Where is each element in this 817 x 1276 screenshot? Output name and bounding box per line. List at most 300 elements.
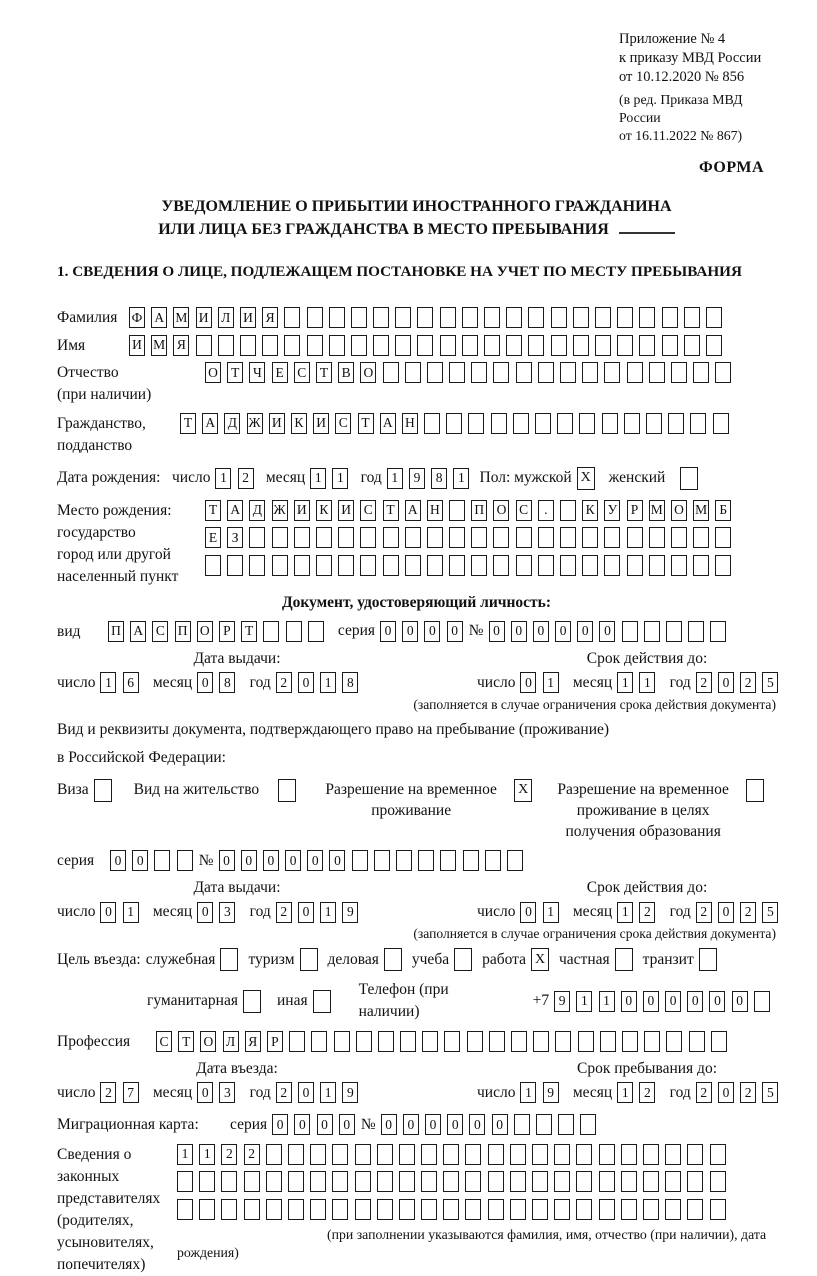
char-cell[interactable] [485, 850, 501, 871]
char-cell[interactable]: 0 [555, 621, 571, 642]
char-cell[interactable] [205, 555, 221, 576]
char-cell[interactable]: 1 [310, 468, 326, 489]
char-cell[interactable] [417, 335, 433, 356]
char-cell[interactable]: 0 [447, 1114, 463, 1135]
char-cell[interactable] [427, 362, 443, 383]
char-cell[interactable] [604, 527, 620, 548]
char-cell[interactable] [405, 555, 421, 576]
char-cell[interactable]: 1 [520, 1082, 536, 1103]
char-cell[interactable]: 0 [533, 621, 549, 642]
char-cell[interactable] [284, 335, 300, 356]
char-cell[interactable]: 2 [740, 902, 756, 923]
char-cell[interactable] [715, 362, 731, 383]
char-cell[interactable] [199, 1171, 215, 1192]
char-cell[interactable]: 0 [447, 621, 463, 642]
char-cell[interactable] [599, 1171, 615, 1192]
char-cell[interactable] [576, 1144, 592, 1165]
char-cell[interactable] [471, 527, 487, 548]
char-cell[interactable]: 5 [762, 902, 778, 923]
char-cell[interactable] [621, 1199, 637, 1220]
char-cell[interactable] [538, 527, 554, 548]
char-cell[interactable]: 0 [100, 902, 116, 923]
char-cell[interactable]: С [294, 362, 310, 383]
char-cell[interactable] [599, 1199, 615, 1220]
char-cell[interactable]: И [338, 500, 354, 521]
char-cell[interactable] [449, 527, 465, 548]
char-cell[interactable] [263, 621, 279, 642]
char-cell[interactable] [227, 555, 243, 576]
char-cell[interactable] [383, 527, 399, 548]
char-cell[interactable]: 0 [402, 621, 418, 642]
char-cell[interactable]: 0 [643, 991, 659, 1012]
char-cell[interactable]: 0 [317, 1114, 333, 1135]
char-cell[interactable]: М [649, 500, 665, 521]
char-cell[interactable] [680, 467, 698, 490]
char-cell[interactable] [710, 1144, 726, 1165]
char-cell[interactable] [643, 1144, 659, 1165]
char-cell[interactable]: 1 [639, 672, 655, 693]
char-cell[interactable] [662, 335, 678, 356]
char-cell[interactable] [307, 335, 323, 356]
char-cell[interactable] [693, 362, 709, 383]
char-cell[interactable]: Т [358, 413, 374, 434]
char-cell[interactable]: 1 [199, 1144, 215, 1165]
char-cell[interactable]: А [405, 500, 421, 521]
char-cell[interactable] [713, 413, 729, 434]
char-cell[interactable]: 1 [100, 672, 116, 693]
char-cell[interactable] [443, 1171, 459, 1192]
char-cell[interactable] [538, 555, 554, 576]
char-cell[interactable] [649, 362, 665, 383]
char-cell[interactable] [332, 1199, 348, 1220]
char-cell[interactable]: 0 [520, 902, 536, 923]
char-cell[interactable] [418, 850, 434, 871]
char-cell[interactable] [244, 1171, 260, 1192]
char-cell[interactable] [595, 307, 611, 328]
char-cell[interactable] [440, 307, 456, 328]
char-cell[interactable] [286, 621, 302, 642]
char-cell[interactable] [622, 621, 638, 642]
char-cell[interactable]: Т [316, 362, 332, 383]
char-cell[interactable] [440, 335, 456, 356]
char-cell[interactable]: 9 [342, 1082, 358, 1103]
char-cell[interactable] [467, 1031, 483, 1052]
char-cell[interactable] [294, 527, 310, 548]
char-cell[interactable] [754, 991, 770, 1012]
char-cell[interactable]: А [202, 413, 218, 434]
char-cell[interactable] [356, 1031, 372, 1052]
char-cell[interactable] [600, 1031, 616, 1052]
char-cell[interactable]: М [693, 500, 709, 521]
char-cell[interactable] [516, 527, 532, 548]
char-cell[interactable] [465, 1171, 481, 1192]
char-cell[interactable]: Т [205, 500, 221, 521]
char-cell[interactable]: 0 [329, 850, 345, 871]
char-cell[interactable]: И [240, 307, 256, 328]
char-cell[interactable]: Я [245, 1031, 261, 1052]
char-cell[interactable]: 3 [219, 1082, 235, 1103]
char-cell[interactable] [580, 1114, 596, 1135]
char-cell[interactable] [510, 1144, 526, 1165]
char-cell[interactable]: 2 [100, 1082, 116, 1103]
char-cell[interactable] [454, 948, 472, 971]
char-cell[interactable]: Ф [129, 307, 145, 328]
char-cell[interactable]: 0 [219, 850, 235, 871]
char-cell[interactable] [582, 527, 598, 548]
char-cell[interactable] [400, 1031, 416, 1052]
char-cell[interactable] [307, 307, 323, 328]
char-cell[interactable] [278, 779, 296, 802]
char-cell[interactable] [196, 335, 212, 356]
char-cell[interactable]: И [269, 413, 285, 434]
char-cell[interactable] [355, 1199, 371, 1220]
char-cell[interactable] [308, 621, 324, 642]
char-cell[interactable] [440, 850, 456, 871]
char-cell[interactable] [551, 335, 567, 356]
char-cell[interactable]: Д [224, 413, 240, 434]
char-cell[interactable] [627, 527, 643, 548]
char-cell[interactable] [643, 1171, 659, 1192]
char-cell[interactable] [666, 1031, 682, 1052]
char-cell[interactable]: 2 [639, 902, 655, 923]
char-cell[interactable]: М [173, 307, 189, 328]
char-cell[interactable] [538, 362, 554, 383]
char-cell[interactable] [421, 1171, 437, 1192]
char-cell[interactable]: 0 [621, 991, 637, 1012]
char-cell[interactable]: С [152, 621, 168, 642]
char-cell[interactable]: 2 [740, 1082, 756, 1103]
char-cell[interactable]: 0 [294, 1114, 310, 1135]
char-cell[interactable] [666, 621, 682, 642]
char-cell[interactable]: 0 [732, 991, 748, 1012]
char-cell[interactable] [421, 1199, 437, 1220]
char-cell[interactable]: 0 [339, 1114, 355, 1135]
char-cell[interactable] [338, 527, 354, 548]
char-cell[interactable] [510, 1171, 526, 1192]
char-cell[interactable] [395, 335, 411, 356]
char-cell[interactable] [218, 335, 234, 356]
char-cell[interactable] [532, 1199, 548, 1220]
char-cell[interactable]: 2 [238, 468, 254, 489]
char-cell[interactable] [243, 990, 261, 1013]
char-cell[interactable]: Р [219, 621, 235, 642]
char-cell[interactable]: Я [262, 307, 278, 328]
char-cell[interactable]: С [335, 413, 351, 434]
char-cell[interactable]: . [538, 500, 554, 521]
char-cell[interactable] [506, 335, 522, 356]
char-cell[interactable] [699, 948, 717, 971]
char-cell[interactable] [560, 527, 576, 548]
char-cell[interactable]: П [471, 500, 487, 521]
char-cell[interactable] [399, 1171, 415, 1192]
char-cell[interactable]: 0 [380, 621, 396, 642]
char-cell[interactable] [316, 527, 332, 548]
char-cell[interactable]: 1 [177, 1144, 193, 1165]
char-cell[interactable] [576, 1199, 592, 1220]
char-cell[interactable] [310, 1144, 326, 1165]
char-cell[interactable] [262, 335, 278, 356]
char-cell[interactable] [557, 413, 573, 434]
char-cell[interactable]: С [156, 1031, 172, 1052]
char-cell[interactable] [377, 1199, 393, 1220]
char-cell[interactable]: 7 [123, 1082, 139, 1103]
char-cell[interactable]: 0 [298, 1082, 314, 1103]
char-cell[interactable]: 0 [307, 850, 323, 871]
char-cell[interactable] [532, 1144, 548, 1165]
char-cell[interactable] [444, 1031, 460, 1052]
char-cell[interactable]: К [291, 413, 307, 434]
char-cell[interactable] [513, 413, 529, 434]
char-cell[interactable] [154, 850, 170, 871]
char-cell[interactable]: 0 [241, 850, 257, 871]
char-cell[interactable] [266, 1144, 282, 1165]
char-cell[interactable] [360, 527, 376, 548]
char-cell[interactable]: Н [402, 413, 418, 434]
char-cell[interactable] [639, 307, 655, 328]
char-cell[interactable]: 0 [492, 1114, 508, 1135]
char-cell[interactable]: 1 [320, 1082, 336, 1103]
char-cell[interactable]: К [316, 500, 332, 521]
char-cell[interactable] [288, 1171, 304, 1192]
char-cell[interactable] [639, 335, 655, 356]
char-cell[interactable]: 6 [123, 672, 139, 693]
char-cell[interactable] [693, 555, 709, 576]
char-cell[interactable] [627, 555, 643, 576]
char-cell[interactable]: И [196, 307, 212, 328]
char-cell[interactable]: З [227, 527, 243, 548]
char-cell[interactable] [528, 307, 544, 328]
char-cell[interactable]: 9 [543, 1082, 559, 1103]
char-cell[interactable] [384, 948, 402, 971]
char-cell[interactable] [493, 527, 509, 548]
char-cell[interactable] [405, 362, 421, 383]
char-cell[interactable] [427, 555, 443, 576]
char-cell[interactable] [711, 1031, 727, 1052]
char-cell[interactable] [710, 1171, 726, 1192]
char-cell[interactable] [617, 307, 633, 328]
char-cell[interactable] [294, 555, 310, 576]
char-cell[interactable] [621, 1171, 637, 1192]
char-cell[interactable] [706, 335, 722, 356]
char-cell[interactable] [687, 1171, 703, 1192]
char-cell[interactable] [615, 948, 633, 971]
char-cell[interactable] [627, 362, 643, 383]
char-cell[interactable] [272, 555, 288, 576]
char-cell[interactable] [551, 307, 567, 328]
char-cell[interactable]: Т [227, 362, 243, 383]
char-cell[interactable] [177, 1199, 193, 1220]
char-cell[interactable] [715, 527, 731, 548]
char-cell[interactable] [338, 555, 354, 576]
char-cell[interactable] [417, 307, 433, 328]
char-cell[interactable] [377, 1144, 393, 1165]
char-cell[interactable] [516, 362, 532, 383]
char-cell[interactable]: О [493, 500, 509, 521]
char-cell[interactable]: 2 [696, 1082, 712, 1103]
char-cell[interactable] [746, 779, 764, 802]
char-cell[interactable]: 2 [276, 672, 292, 693]
char-cell[interactable] [491, 413, 507, 434]
char-cell[interactable] [643, 1199, 659, 1220]
char-cell[interactable] [706, 307, 722, 328]
char-cell[interactable] [424, 413, 440, 434]
char-cell[interactable] [687, 1144, 703, 1165]
char-cell[interactable]: Л [223, 1031, 239, 1052]
char-cell[interactable] [684, 335, 700, 356]
char-cell[interactable]: П [175, 621, 191, 642]
char-cell[interactable] [484, 335, 500, 356]
char-cell[interactable] [621, 1144, 637, 1165]
char-cell[interactable] [221, 1171, 237, 1192]
char-cell[interactable] [582, 362, 598, 383]
char-cell[interactable]: 1 [320, 672, 336, 693]
char-cell[interactable]: 1 [617, 1082, 633, 1103]
char-cell[interactable] [355, 1144, 371, 1165]
char-cell[interactable] [288, 1144, 304, 1165]
char-cell[interactable]: 1 [599, 991, 615, 1012]
char-cell[interactable]: 0 [272, 1114, 288, 1135]
char-cell[interactable] [360, 555, 376, 576]
char-cell[interactable]: 1 [576, 991, 592, 1012]
char-cell[interactable] [244, 1199, 260, 1220]
char-cell[interactable]: 2 [696, 672, 712, 693]
char-cell[interactable]: О [197, 621, 213, 642]
char-cell[interactable]: А [130, 621, 146, 642]
char-cell[interactable] [554, 1171, 570, 1192]
char-cell[interactable] [462, 307, 478, 328]
char-cell[interactable]: 0 [298, 902, 314, 923]
char-cell[interactable] [471, 362, 487, 383]
char-cell[interactable]: 3 [219, 902, 235, 923]
char-cell[interactable]: 2 [639, 1082, 655, 1103]
char-cell[interactable] [422, 1031, 438, 1052]
char-cell[interactable]: 0 [665, 991, 681, 1012]
char-cell[interactable] [532, 1171, 548, 1192]
char-cell[interactable]: А [380, 413, 396, 434]
char-cell[interactable]: 0 [298, 672, 314, 693]
char-cell[interactable]: X [577, 467, 595, 490]
char-cell[interactable] [710, 1199, 726, 1220]
char-cell[interactable] [288, 1199, 304, 1220]
char-cell[interactable] [558, 1114, 574, 1135]
char-cell[interactable]: 0 [577, 621, 593, 642]
char-cell[interactable] [421, 1144, 437, 1165]
char-cell[interactable] [617, 335, 633, 356]
char-cell[interactable]: Ч [249, 362, 265, 383]
char-cell[interactable] [249, 527, 265, 548]
char-cell[interactable]: 2 [276, 1082, 292, 1103]
char-cell[interactable] [449, 555, 465, 576]
char-cell[interactable]: 0 [718, 902, 734, 923]
char-cell[interactable]: 1 [543, 672, 559, 693]
char-cell[interactable]: 8 [431, 468, 447, 489]
char-cell[interactable] [313, 990, 331, 1013]
char-cell[interactable]: 0 [709, 991, 725, 1012]
char-cell[interactable]: М [151, 335, 167, 356]
char-cell[interactable]: 0 [424, 621, 440, 642]
char-cell[interactable]: 8 [219, 672, 235, 693]
char-cell[interactable] [334, 1031, 350, 1052]
char-cell[interactable] [311, 1031, 327, 1052]
char-cell[interactable] [399, 1144, 415, 1165]
char-cell[interactable] [595, 335, 611, 356]
char-cell[interactable]: 1 [320, 902, 336, 923]
char-cell[interactable] [684, 307, 700, 328]
char-cell[interactable] [484, 307, 500, 328]
char-cell[interactable] [624, 413, 640, 434]
char-cell[interactable] [510, 1199, 526, 1220]
char-cell[interactable] [662, 307, 678, 328]
char-cell[interactable] [373, 307, 389, 328]
char-cell[interactable] [395, 307, 411, 328]
char-cell[interactable] [554, 1199, 570, 1220]
char-cell[interactable] [221, 1199, 237, 1220]
char-cell[interactable] [377, 1171, 393, 1192]
char-cell[interactable] [715, 555, 731, 576]
char-cell[interactable] [220, 948, 238, 971]
char-cell[interactable] [465, 1199, 481, 1220]
char-cell[interactable] [468, 413, 484, 434]
char-cell[interactable] [573, 307, 589, 328]
char-cell[interactable] [533, 1031, 549, 1052]
char-cell[interactable]: 0 [285, 850, 301, 871]
char-cell[interactable] [443, 1199, 459, 1220]
char-cell[interactable] [352, 850, 368, 871]
char-cell[interactable] [300, 948, 318, 971]
char-cell[interactable]: Т [178, 1031, 194, 1052]
char-cell[interactable] [649, 527, 665, 548]
char-cell[interactable]: X [531, 948, 549, 971]
char-cell[interactable]: 9 [409, 468, 425, 489]
char-cell[interactable] [240, 335, 256, 356]
char-cell[interactable] [177, 850, 193, 871]
char-cell[interactable]: П [108, 621, 124, 642]
char-cell[interactable] [465, 1144, 481, 1165]
char-cell[interactable]: 1 [215, 468, 231, 489]
char-cell[interactable]: 8 [342, 672, 358, 693]
char-cell[interactable] [351, 335, 367, 356]
char-cell[interactable] [671, 362, 687, 383]
char-cell[interactable]: 1 [123, 902, 139, 923]
char-cell[interactable] [687, 1199, 703, 1220]
char-cell[interactable] [378, 1031, 394, 1052]
char-cell[interactable] [604, 362, 620, 383]
char-cell[interactable] [310, 1171, 326, 1192]
char-cell[interactable] [511, 1031, 527, 1052]
char-cell[interactable] [94, 779, 112, 802]
char-cell[interactable] [488, 1144, 504, 1165]
char-cell[interactable] [693, 527, 709, 548]
char-cell[interactable]: А [151, 307, 167, 328]
char-cell[interactable] [374, 850, 390, 871]
char-cell[interactable] [649, 555, 665, 576]
char-cell[interactable]: 0 [520, 672, 536, 693]
char-cell[interactable] [560, 362, 576, 383]
char-cell[interactable] [272, 527, 288, 548]
char-cell[interactable]: И [313, 413, 329, 434]
char-cell[interactable]: С [360, 500, 376, 521]
char-cell[interactable]: 0 [197, 902, 213, 923]
char-cell[interactable]: 0 [263, 850, 279, 871]
char-cell[interactable] [399, 1199, 415, 1220]
char-cell[interactable]: 0 [511, 621, 527, 642]
char-cell[interactable]: 1 [617, 672, 633, 693]
char-cell[interactable] [554, 1144, 570, 1165]
char-cell[interactable]: 2 [696, 902, 712, 923]
char-cell[interactable]: 1 [543, 902, 559, 923]
char-cell[interactable] [514, 1114, 530, 1135]
char-cell[interactable] [383, 362, 399, 383]
